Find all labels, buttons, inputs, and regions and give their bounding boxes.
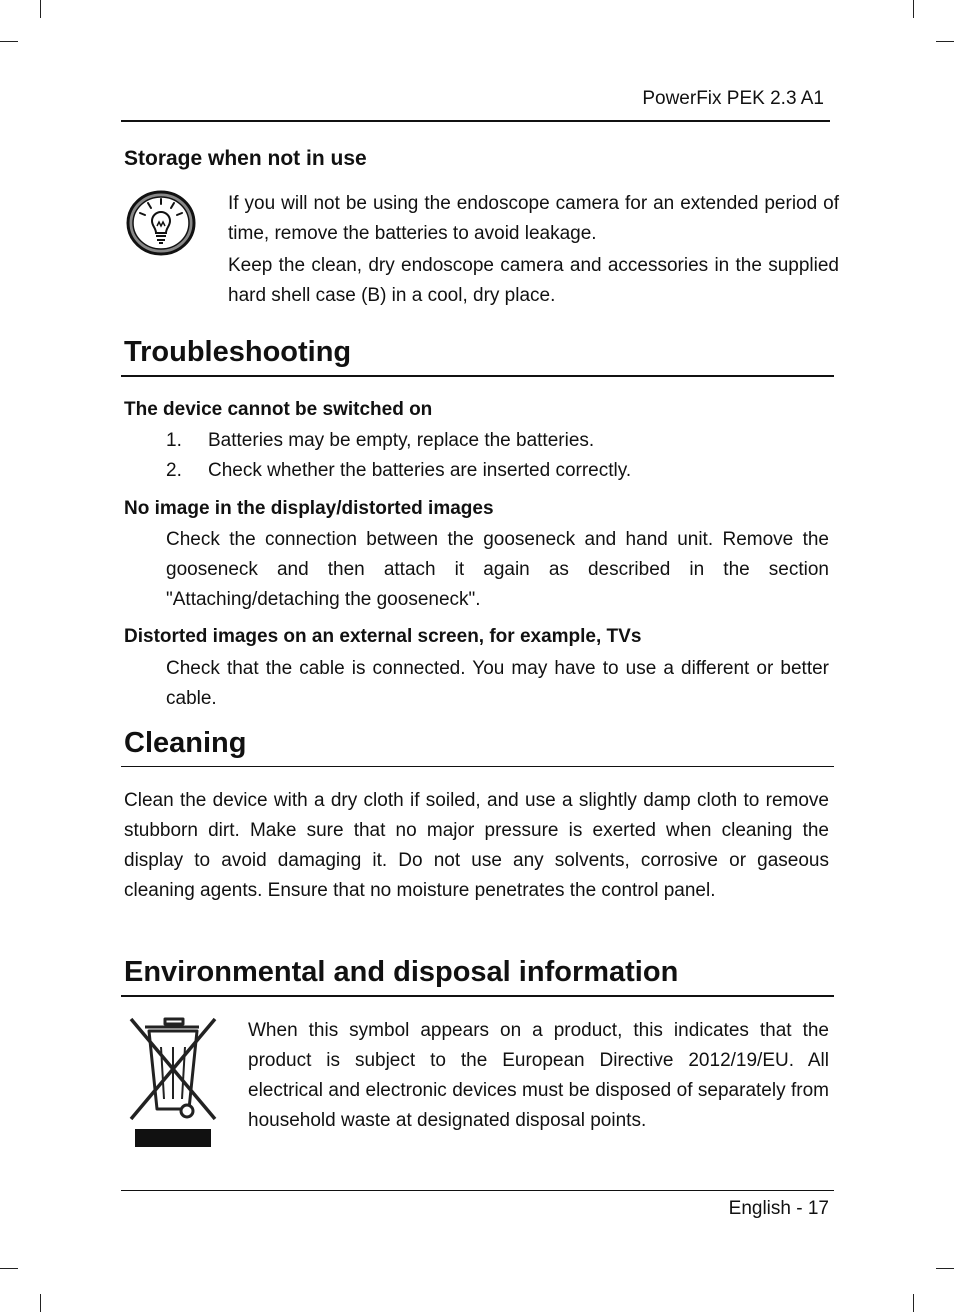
header-title: PowerFix PEK 2.3 A1 xyxy=(642,88,824,109)
environment-paragraph: When this symbol appears on a product, this indicates that the product is subject to the European Directive 2012/19/EU. All electrical and electronic devices must be disposed of separately from household waste at designated disposal points. xyxy=(248,1020,829,1131)
subsection-paragraph: Check that the cable is connected. You may have to use a different or better cable. xyxy=(166,658,829,709)
header-rule xyxy=(121,120,830,122)
crop-mark xyxy=(40,1294,41,1312)
subsection-heading: No image in the display/distorted images xyxy=(124,498,494,519)
footer-rule xyxy=(121,1190,834,1191)
section-rule xyxy=(121,995,834,997)
list-text: Batteries may be empty, replace the batteries. xyxy=(208,430,595,451)
list-text: Check whether the batteries are inserted correctly. xyxy=(208,460,632,481)
storage-paragraph-2: Keep the clean, dry endoscope camera and accessories in the supplied hard shell case (B) in a cool, dry place. xyxy=(228,255,839,306)
numbered-list xyxy=(166,426,631,486)
page-number: English - 17 xyxy=(728,1198,829,1219)
troubleshooting-heading: Troubleshooting xyxy=(124,336,352,368)
environment-heading: Environmental and disposal information xyxy=(124,956,679,988)
subsection-heading: Distorted images on an external screen, for example, TVs xyxy=(124,626,642,647)
crop-mark xyxy=(0,1268,18,1269)
storage-heading: Storage when not in use xyxy=(124,147,367,170)
section-rule xyxy=(121,766,834,767)
subsection-heading: The device cannot be switched on xyxy=(124,399,433,420)
section-rule xyxy=(121,375,834,377)
subsection-paragraph: Check the connection between the gooseneck and hand unit. Remove the gooseneck and then attach it again as described in the section "Attaching/detaching the gooseneck". xyxy=(166,529,829,610)
crop-mark xyxy=(936,1268,954,1269)
crop-mark xyxy=(913,1294,914,1312)
crop-mark xyxy=(40,0,41,18)
list-number: 1. xyxy=(166,430,182,451)
lightbulb-tip-icon xyxy=(126,190,196,256)
cleaning-heading: Cleaning xyxy=(124,727,247,759)
crossed-out-wheelie-bin-icon xyxy=(125,1013,221,1149)
crop-mark xyxy=(0,41,18,42)
list-item xyxy=(166,426,631,456)
crop-mark xyxy=(913,0,914,18)
list-item xyxy=(166,456,631,486)
list-number: 2. xyxy=(166,460,182,481)
cleaning-paragraph: Clean the device with a dry cloth if soiled, and use a slightly damp cloth to remove stubborn dirt. Make sure that no major pressure is exerted when cleaning the display to avoid damaging it. Do not use any solvents, corrosive or gaseous cleaning agents. Ensure that no moisture penetrates the control panel. xyxy=(124,790,829,901)
crop-mark xyxy=(936,41,954,42)
storage-paragraph-1: If you will not be using the endoscope camera for an extended period of time, remove the batteries to avoid leakage. xyxy=(228,193,839,244)
